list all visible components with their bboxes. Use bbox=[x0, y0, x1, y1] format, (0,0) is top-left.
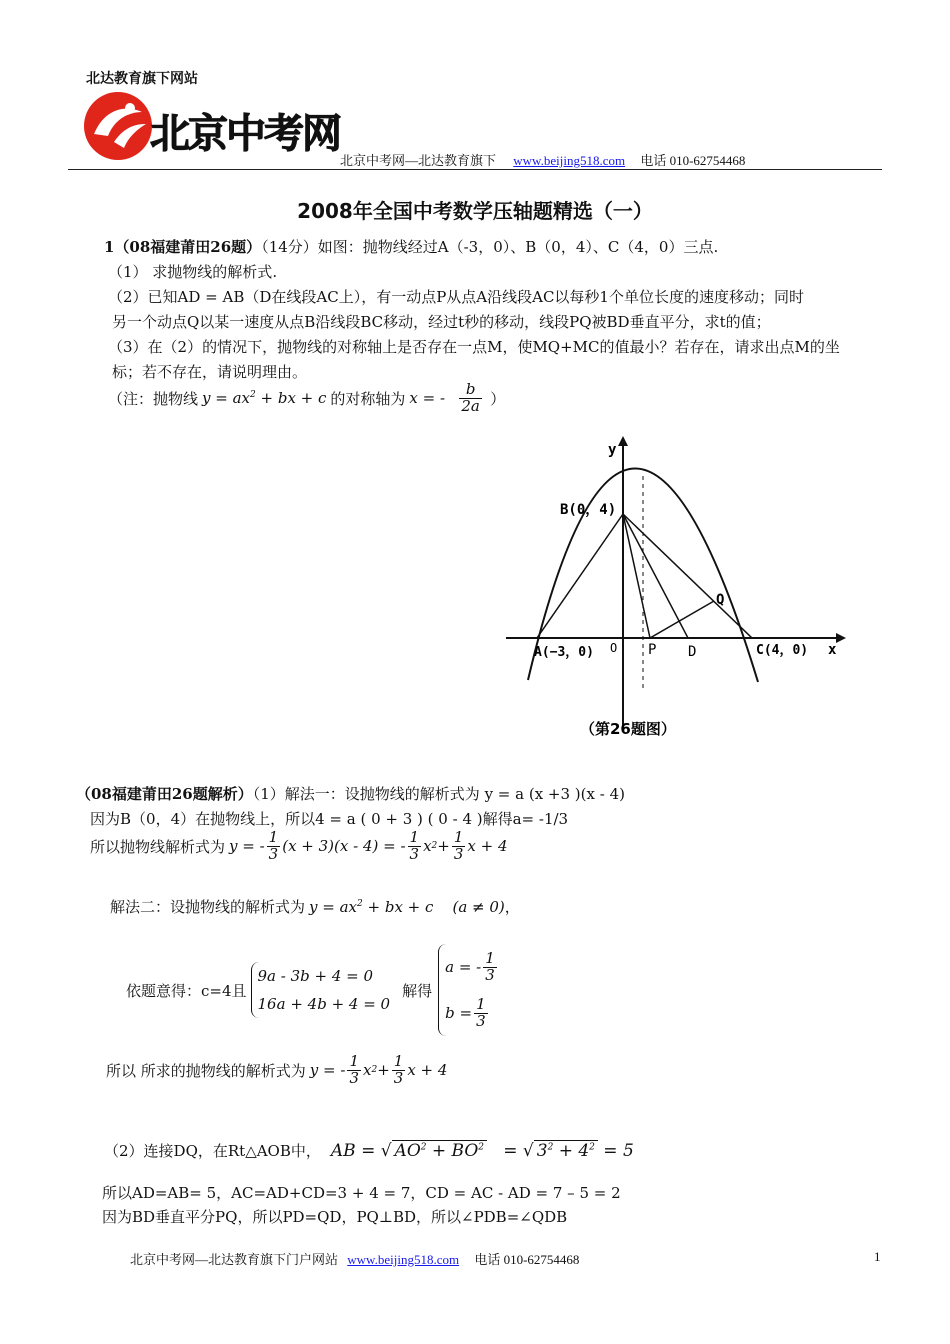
note-parabola-formula: $y = ax^2$ + bx + c bbox=[202, 389, 327, 408]
footer-text: 北京中考网—北达教育旗下门户网站 bbox=[130, 1252, 339, 1267]
solution-label: （08福建莆田26题解析） bbox=[76, 785, 253, 803]
header-prefix: 北京中考网—北达教育旗下 bbox=[340, 153, 497, 168]
solution-step-5 bbox=[126, 944, 499, 1036]
note-mid: 的对称轴为 bbox=[330, 389, 406, 408]
problem-note bbox=[108, 382, 505, 415]
solution-step-8: 所以AD=AB= 5，AC=AD+CD=3 + 4 = 7，CD = AC - AD = 7 – 5 = 2 bbox=[102, 1184, 621, 1202]
header-phone: 电话 010-62754468 bbox=[640, 153, 746, 168]
x-axis-arrow-icon bbox=[836, 633, 846, 643]
footer-url-link[interactable]: www.beijing518.com bbox=[347, 1252, 460, 1267]
solution-step-9: 因为BD垂直平分PQ，所以PD=QD，PQ⊥BD，所以∠PDB=∠QDB bbox=[102, 1208, 568, 1226]
problem-heading bbox=[104, 236, 718, 257]
site-logo[interactable] bbox=[80, 90, 340, 166]
question-1: （1） 求抛物线的解析式. bbox=[108, 263, 278, 281]
solution-step-6 bbox=[106, 1054, 447, 1087]
header-divider bbox=[68, 169, 882, 170]
step-3-formula: y = - $\frac{1}{3}$ (x + 3)(x - 4) = - $\frac{1}{3}$ x 2 + $\frac{1}{3}$ x + 4 bbox=[229, 828, 508, 863]
note-axis-formula: x = - bbox=[409, 389, 446, 408]
header-small-title: 北达教育旗下网站 bbox=[86, 71, 198, 87]
step-7-prefix: （2）连接DQ，在Rt△AOB中， bbox=[104, 1142, 321, 1160]
segment-BP bbox=[623, 514, 650, 638]
solution-step-1: （1）解法一：设抛物线的解析式为 y = a (x +3 )(x - 4) bbox=[252, 785, 625, 803]
step-4-formula: $y = ax^2$ + bx + c (a ≠ 0) bbox=[309, 897, 505, 916]
label-y: y bbox=[608, 442, 617, 458]
footer-phone: 电话 010-62754468 bbox=[474, 1252, 580, 1267]
solution-step-4: 解法二：设抛物线的解析式为 $y = ax^2$ + bx + c (a ≠ 0) ， bbox=[110, 897, 520, 916]
page-title: 2008年全国中考数学压轴题精选（一） bbox=[297, 199, 653, 223]
segment-BC bbox=[623, 514, 752, 638]
question-2-line-2: 另一个动点Q以某一速度从点B沿线段BC移动，经过t秒的移动，线段PQ被BD垂直平分，求t的值； bbox=[112, 313, 771, 331]
problem-points: （14分）如图：抛物线经过A（-3，0）、B（0，4）、C（4，0）三点. bbox=[261, 238, 719, 256]
note-prefix: （注：抛物线 bbox=[108, 389, 199, 408]
footer-line bbox=[130, 1249, 579, 1268]
solution-heading bbox=[76, 783, 625, 804]
label-D: D bbox=[688, 644, 697, 660]
solution-step-3 bbox=[90, 830, 508, 863]
step-6-prefix: 所以 所求的抛物线的解析式为 bbox=[106, 1061, 306, 1080]
step-6-formula: y = - $\frac{1}{3}$ x 2 + $\frac{1}{3}$ x + 4 bbox=[309, 1052, 448, 1087]
problem-label: 1（08福建莆田26题） bbox=[104, 238, 262, 256]
note-fraction: $\frac{b}{2a}$ bbox=[461, 380, 481, 415]
label-C: C(4，0) bbox=[756, 643, 809, 658]
solution-step-7 bbox=[104, 1140, 634, 1161]
question-3-line-2: 标；若不存在，请说明理由。 bbox=[112, 363, 308, 381]
step-5-mid: 解得 bbox=[402, 981, 433, 1000]
label-Q: Q bbox=[716, 592, 725, 608]
question-3-line-1: （3）在（2）的情况下，抛物线的对称轴上是否存在一点M，使MQ+MC的值最小？若存在，请求出点M的坐 bbox=[108, 338, 840, 356]
step-4-prefix: 解法二：设抛物线的解析式为 bbox=[110, 898, 306, 916]
solution-step-2: 因为B（0，4）在抛物线上，所以4 = a ( 0 + 3 ) ( 0 - 4 )解得a= -1/3 bbox=[90, 810, 569, 828]
figure-caption: （第26题图） bbox=[580, 720, 676, 738]
segment-PQ bbox=[650, 601, 714, 638]
step-5-prefix: 依题意得：c=4且 bbox=[126, 981, 247, 1000]
logo-emblem-icon bbox=[80, 90, 160, 162]
label-B: B(0，4) bbox=[560, 502, 617, 518]
label-O: O bbox=[610, 641, 618, 655]
label-P: P bbox=[648, 642, 657, 658]
label-x: x bbox=[828, 642, 837, 658]
logo-text: 北京中考网 bbox=[150, 111, 340, 157]
page-number: 1 bbox=[874, 1249, 881, 1264]
header-url-link[interactable]: www.beijing518.com bbox=[513, 153, 626, 168]
parabola-figure bbox=[500, 430, 850, 750]
step-3-prefix: 所以抛物线解析式为 bbox=[90, 837, 226, 856]
solution-system: a = - $\frac{1}{3}$ b = $\frac{1}{3}$ bbox=[438, 944, 499, 1036]
segment-AB bbox=[537, 514, 623, 638]
label-A: A(−3，0) bbox=[534, 645, 594, 660]
header-info-line bbox=[340, 150, 745, 169]
step-7-formula: AB = √ $AO^2 + BO^2$ = √ $3^2 + 4^2 = 5$ bbox=[330, 1140, 634, 1161]
equation-system: 9a - 3b + 4 = 0 16a + 4b + 4 = 0 bbox=[251, 962, 391, 1018]
question-2-line-1: （2）已知AD = AB（D在线段AC上），有一动点P从点A沿线段AC以每秒1个单位长度的速度移动；同时 bbox=[108, 288, 804, 306]
segment-BD bbox=[623, 514, 688, 638]
note-suffix: ） bbox=[490, 389, 506, 408]
y-axis-arrow-icon bbox=[618, 436, 628, 446]
